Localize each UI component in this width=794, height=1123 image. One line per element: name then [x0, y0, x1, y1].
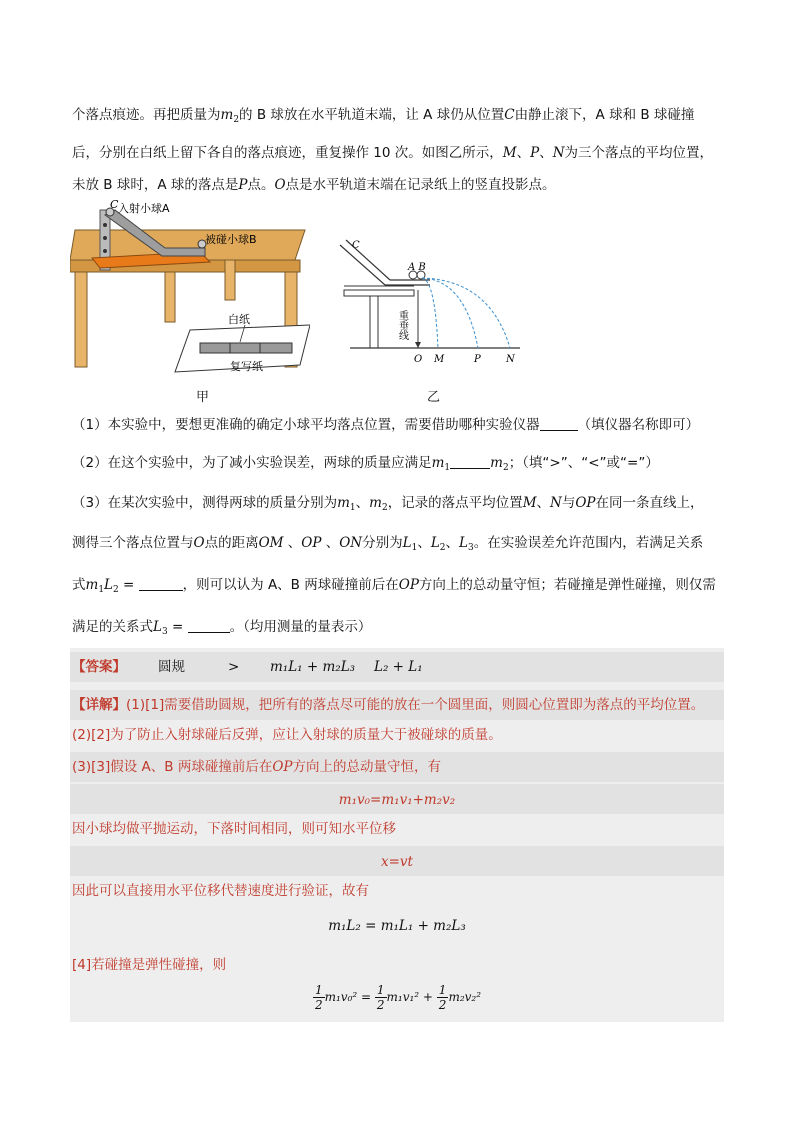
var-c: C	[504, 107, 515, 123]
text: 个落点痕迹。再把质量为	[72, 107, 221, 123]
answer-blank-2[interactable]	[450, 454, 490, 469]
equation-displacement: x=vt	[381, 854, 413, 870]
text: 由静止滚下，A 球和 B 球碰撞	[514, 107, 695, 123]
label-c: C	[352, 240, 360, 251]
figure-yi	[330, 230, 530, 370]
answer-3: m₁L₁ + m₂L₃	[270, 659, 356, 675]
answer-tag: 【答案】	[72, 659, 126, 675]
figure-jia	[70, 200, 310, 380]
label-incident-ball: 入射小球A	[118, 202, 170, 215]
question-3-line-4: 满足的关系式$L_3$ = 。（均用测量的量表示）	[72, 619, 372, 637]
answer-1: 圆规	[158, 659, 185, 675]
question-3-line-3: 式$m_1L_2$ = ，则可以认为 A、B 两球碰撞前后在OP方向上的总动量守恒；若碰撞是弹性碰撞，则仅需	[72, 577, 716, 595]
text: 未放 B 球时，A 球的落点是	[72, 177, 239, 193]
label-c: C	[110, 200, 119, 211]
question-3-line-1: （3）在某次实验中，测得两球的质量分别为$m_1$、$m_2$，记录的落点平均位置M、N与OP在同一条直线上，	[72, 495, 704, 513]
detail-line-3: (3)[3]假设 A、B 两球碰撞前后在OP方向上的总动量守恒，有	[72, 759, 441, 775]
label-target-ball: 被碰小球B	[205, 233, 257, 246]
label-plumb-line: 重垂线	[396, 310, 408, 340]
label-o: O	[414, 354, 423, 365]
detail-line-5: 因此可以直接用水平位移代替速度进行验证，故有	[72, 883, 369, 899]
detail-line-2: (2)[2]为了防止入射球碰后反弹，应让入射球的质量大于被碰球的质量。	[72, 727, 502, 743]
var-n: N	[552, 145, 565, 161]
equation-momentum: m₁v₀=m₁v₁+m₂v₂	[338, 792, 456, 808]
text: 点是水平轨道末端在记录纸上的竖直投影点。	[285, 177, 556, 193]
text: 后，分别在白纸上留下各自的落点痕迹，重复操作 10 次。如图乙所示，	[72, 145, 503, 161]
answer-2: >	[228, 659, 240, 675]
var-p: P	[530, 145, 540, 161]
label-white-paper: 白纸	[228, 313, 250, 326]
label-m: M	[434, 354, 445, 365]
question-1: （1）本实验中，要想更准确的确定小球平均落点位置，需要借助哪种实验仪器 （填仪器名称即可）	[72, 417, 700, 433]
detail-line-1: 【详解】(1)[1]需要借助圆规，把所有的落点尽可能的放在一个圆里面，则圆心位置即为落点的平均位置。	[72, 697, 705, 713]
detail-line-6: [4]若碰撞是弹性碰撞，则	[72, 957, 227, 973]
label-ab: A B	[408, 262, 426, 273]
detail-tag: 【详解】	[72, 697, 126, 713]
intro-line-3: 未放 B 球时，A 球的落点是P点。O点是水平轨道末端在记录纸上的竖直投影点。	[72, 177, 556, 193]
var-p: P	[238, 177, 248, 193]
equation-displacement-check: m₁L₂ = m₁L₁ + m₂L₃	[328, 918, 466, 934]
intro-line-2: 后，分别在白纸上留下各自的落点痕迹，重复操作 10 次。如图乙所示，M、P、N为三个落点的平均位置，	[72, 145, 713, 161]
answer-4: L₂ + L₁	[374, 659, 423, 675]
label-n: N	[506, 354, 515, 365]
figure-yi-caption: 乙	[427, 390, 441, 405]
answer-blank-4[interactable]	[188, 618, 230, 633]
label-p: P	[474, 354, 481, 365]
answer-row	[72, 654, 722, 680]
question-2: （2）在这个实验中，为了减小实验误差，两球的质量应满足$m_1$ $m_2$；（填“>”、“<”或“=”）	[72, 455, 659, 473]
label-carbon-paper: 复写纸	[230, 360, 263, 373]
answer-blank-3[interactable]	[139, 576, 183, 591]
var-m: M	[502, 145, 517, 161]
answer-blank-1[interactable]	[540, 416, 578, 431]
equation-energy: $\frac{1}{2}$ m₁v₀² = $\frac{1}{2}$ m₁v₁² + $\frac{1}{2}$ m₂v₂²	[314, 983, 482, 1012]
var-m2: $m_2$	[220, 107, 240, 125]
detail-line-4: 因小球均做平抛运动，下落时间相同，则可知水平位移	[72, 821, 396, 837]
figure-jia-caption: 甲	[196, 390, 210, 405]
question-3-line-2: 测得三个落点位置与O点的距离OM 、OP 、ON分别为$L_1$、$L_2$、$L_3$。在实验误差允许范围内，若满足关系	[72, 535, 704, 553]
intro-line-1	[72, 104, 727, 131]
text: 的 B 球放在水平轨道末端，让 A 球仍从位置	[239, 107, 505, 123]
var-o: O	[274, 177, 286, 193]
text: 为三个落点的平均位置，	[564, 145, 713, 161]
